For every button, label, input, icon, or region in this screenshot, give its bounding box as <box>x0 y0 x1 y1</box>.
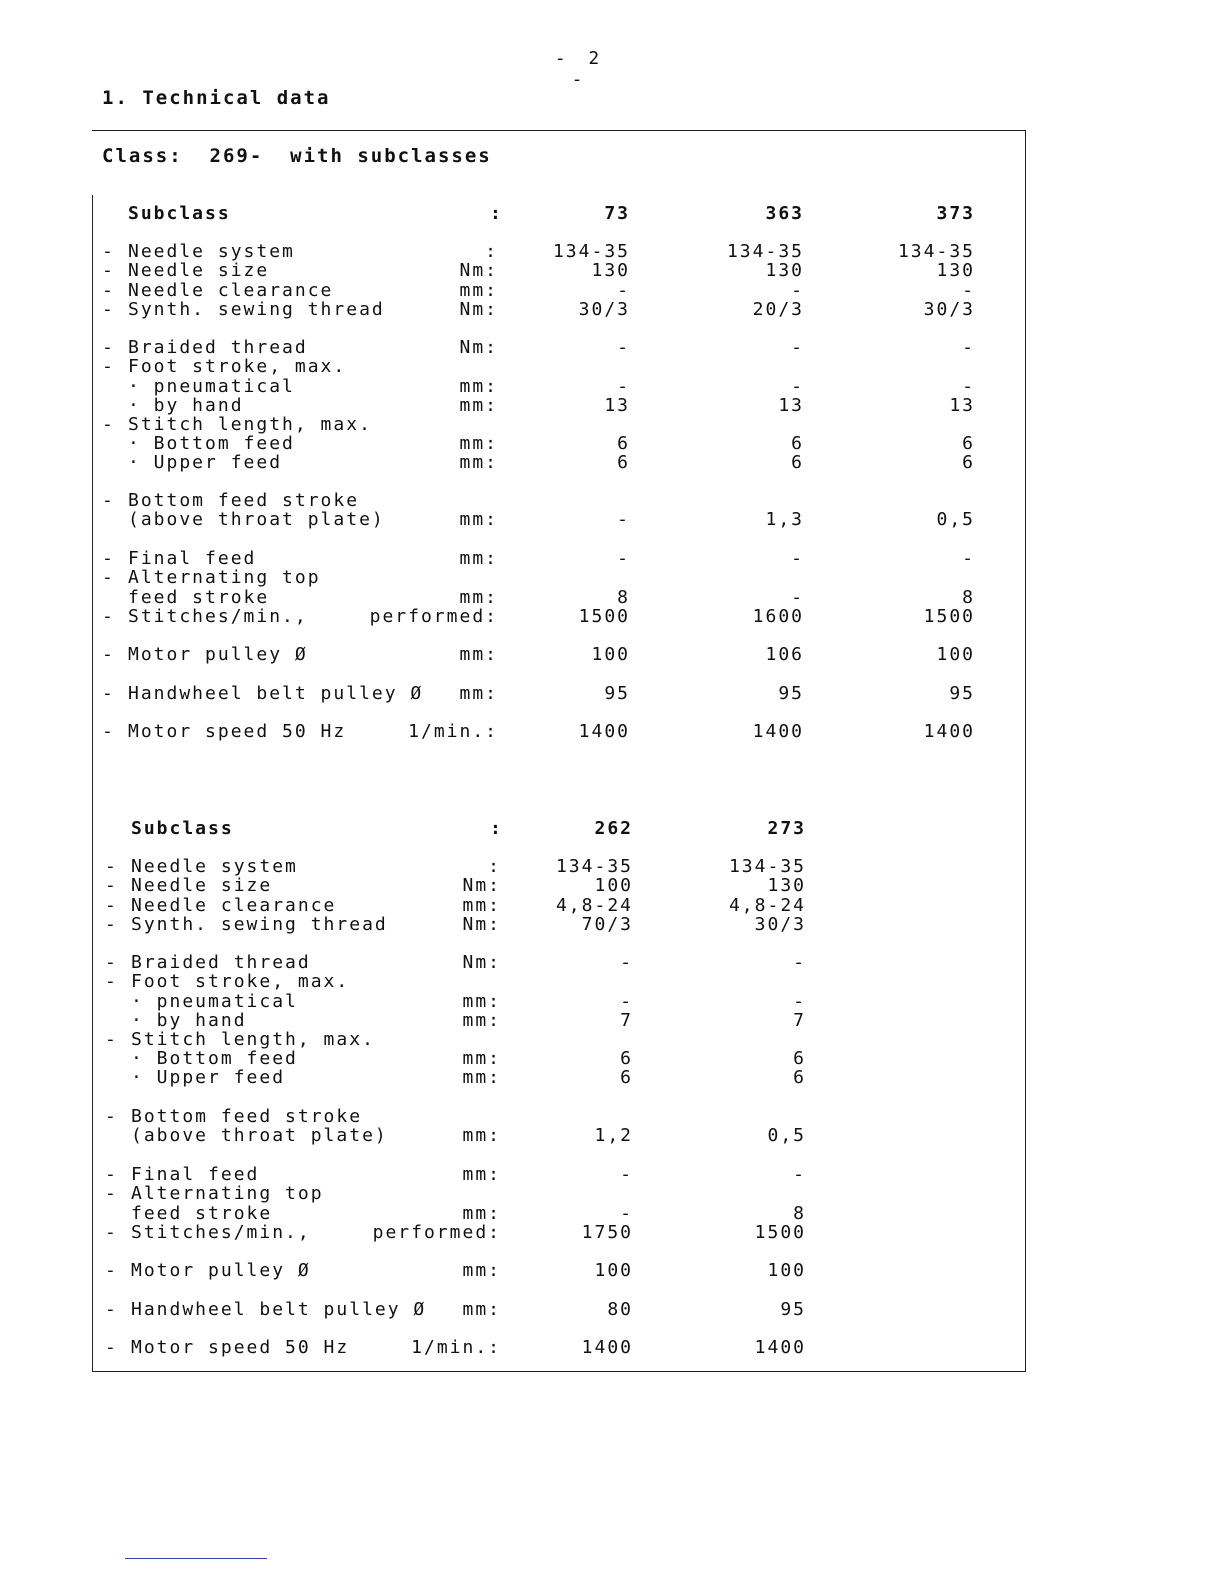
section-heading: 1. Technical data <box>102 87 331 109</box>
row-value-273: 30/3 <box>754 914 806 935</box>
row-dash: - <box>102 241 115 262</box>
spec-row <box>0 1300 1224 1320</box>
row-label: Bottom feed stroke <box>131 1106 363 1127</box>
row-value-273: - <box>793 991 806 1012</box>
spec-row <box>0 953 1224 973</box>
row-dash: - <box>105 875 118 896</box>
spec-row <box>0 645 1224 665</box>
class-line: Class: 269- with subclasses <box>102 145 492 167</box>
row-label: · by hand <box>131 1010 247 1031</box>
row-label: Motor pulley Ø <box>131 1260 311 1281</box>
row-label: (above throat plate) <box>128 509 385 530</box>
row-value-273: - <box>793 1164 806 1185</box>
row-label: Stitches/min., <box>128 606 308 627</box>
row-unit: Nm: <box>459 299 498 320</box>
row-label: Motor speed 50 Hz <box>128 721 347 742</box>
row-value-363: 1600 <box>752 606 804 627</box>
row-unit: mm: <box>459 509 498 530</box>
spec-row <box>0 1049 1224 1069</box>
row-value-73: 6 <box>617 433 630 454</box>
row-value-363: 95 <box>778 683 804 704</box>
row-value-262: - <box>620 952 633 973</box>
row-dash: - <box>105 1337 118 1358</box>
spec-row <box>0 1068 1224 1088</box>
row-value-73: 13 <box>604 395 630 416</box>
row-label: Needle clearance <box>131 895 337 916</box>
row-value-363: 6 <box>791 452 804 473</box>
row-label: · pneumatical <box>131 991 298 1012</box>
row-unit: mm: <box>459 548 498 569</box>
row-label: Foot stroke, max. <box>131 971 350 992</box>
row-unit: mm: <box>462 1010 501 1031</box>
row-dash: - <box>102 280 115 301</box>
row-label: · by hand <box>128 395 244 416</box>
row-value-363: - <box>791 376 804 397</box>
row-unit: mm: <box>459 452 498 473</box>
row-unit: performed: <box>369 606 498 627</box>
row-unit: 1/min.: <box>408 721 498 742</box>
subclass-column-273: 273 <box>767 818 806 839</box>
footer-underline <box>125 1558 267 1559</box>
row-label: Stitch length, max. <box>131 1029 375 1050</box>
spec-row <box>0 588 1224 608</box>
spec-row <box>0 357 1224 377</box>
row-value-73: - <box>617 280 630 301</box>
row-unit: : <box>488 856 501 877</box>
row-label: Final feed <box>131 1164 260 1185</box>
row-value-273: - <box>793 952 806 973</box>
row-value-373: 130 <box>936 260 975 281</box>
row-value-373: 100 <box>936 644 975 665</box>
row-value-262: 100 <box>594 875 633 896</box>
row-dash: - <box>105 1222 118 1243</box>
spec-row <box>0 876 1224 896</box>
row-unit: 1/min.: <box>411 1337 501 1358</box>
row-value-273: 1400 <box>754 1337 806 1358</box>
row-value-73: 100 <box>591 644 630 665</box>
subclass-column-262: 262 <box>594 818 633 839</box>
row-value-363: 13 <box>778 395 804 416</box>
spec-row <box>0 415 1224 435</box>
row-label: Needle size <box>131 875 273 896</box>
row-dash: - <box>105 1260 118 1281</box>
row-value-273: 130 <box>767 875 806 896</box>
row-value-363: - <box>791 337 804 358</box>
row-value-273: 6 <box>793 1067 806 1088</box>
row-dash: - <box>102 299 115 320</box>
row-value-273: 134-35 <box>728 856 806 877</box>
spec-row <box>0 510 1224 530</box>
row-value-373: 0,5 <box>936 509 975 530</box>
row-value-262: 6 <box>620 1067 633 1088</box>
row-dash: - <box>102 606 115 627</box>
row-value-373: 134-35 <box>897 241 975 262</box>
row-unit: mm: <box>462 895 501 916</box>
row-value-373: - <box>962 548 975 569</box>
row-dash: - <box>105 1164 118 1185</box>
row-value-373: 8 <box>962 587 975 608</box>
spec-row <box>0 1107 1224 1127</box>
row-value-363: 106 <box>765 644 804 665</box>
subclass-header-row <box>0 819 1224 839</box>
row-unit: Nm: <box>462 914 501 935</box>
row-value-73: 95 <box>604 683 630 704</box>
row-unit: mm: <box>462 1203 501 1224</box>
row-value-73: 130 <box>591 260 630 281</box>
row-dash: - <box>105 856 118 877</box>
row-value-73: 6 <box>617 452 630 473</box>
row-label: Stitch length, max. <box>128 414 372 435</box>
row-value-73: - <box>617 509 630 530</box>
row-label: Motor pulley Ø <box>128 644 308 665</box>
row-value-262: - <box>620 991 633 1012</box>
row-value-262: 7 <box>620 1010 633 1031</box>
row-dash: - <box>102 356 115 377</box>
row-dash: - <box>105 952 118 973</box>
row-value-273: 6 <box>793 1048 806 1069</box>
subclass-column-373: 373 <box>936 203 975 224</box>
row-dash: - <box>105 895 118 916</box>
row-dash: - <box>102 683 115 704</box>
row-value-262: 1750 <box>581 1222 633 1243</box>
spec-row <box>0 338 1224 358</box>
row-value-262: 6 <box>620 1048 633 1069</box>
row-dash: - <box>102 260 115 281</box>
row-label: Braided thread <box>128 337 308 358</box>
subclass-header-row <box>0 204 1224 224</box>
spec-row <box>0 377 1224 397</box>
spec-row <box>0 607 1224 627</box>
row-value-273: 7 <box>793 1010 806 1031</box>
row-value-262: 80 <box>607 1299 633 1320</box>
row-label: Braided thread <box>131 952 311 973</box>
spec-row <box>0 1126 1224 1146</box>
spec-row <box>0 453 1224 473</box>
row-value-373: - <box>962 280 975 301</box>
row-label: · Bottom feed <box>131 1048 298 1069</box>
row-value-363: 1400 <box>752 721 804 742</box>
row-unit: performed: <box>372 1222 501 1243</box>
row-dash: - <box>102 548 115 569</box>
row-label: Motor speed 50 Hz <box>131 1337 350 1358</box>
row-value-363: - <box>791 587 804 608</box>
row-label: Foot stroke, max. <box>128 356 347 377</box>
row-unit: Nm: <box>459 337 498 358</box>
spec-row <box>0 491 1224 511</box>
row-value-373: 6 <box>962 433 975 454</box>
row-value-373: - <box>962 376 975 397</box>
row-value-373: - <box>962 337 975 358</box>
spec-row <box>0 896 1224 916</box>
row-value-363: 134-35 <box>726 241 804 262</box>
row-unit: mm: <box>459 376 498 397</box>
row-value-373: 1500 <box>923 606 975 627</box>
row-value-262: 134-35 <box>555 856 633 877</box>
spec-row <box>0 857 1224 877</box>
spec-row <box>0 281 1224 301</box>
spec-row <box>0 1184 1224 1204</box>
row-value-363: 1,3 <box>765 509 804 530</box>
spec-row <box>0 242 1224 262</box>
row-unit: mm: <box>462 1260 501 1281</box>
row-value-273: 95 <box>780 1299 806 1320</box>
row-label: · Bottom feed <box>128 433 295 454</box>
row-label: feed stroke <box>128 587 270 608</box>
row-value-73: 8 <box>617 587 630 608</box>
row-label: Bottom feed stroke <box>128 490 360 511</box>
spec-row <box>0 300 1224 320</box>
row-value-273: 1500 <box>754 1222 806 1243</box>
spec-row <box>0 1030 1224 1050</box>
subclass-colon: : <box>490 203 503 224</box>
row-value-73: - <box>617 376 630 397</box>
row-unit: Nm: <box>462 875 501 896</box>
spec-row <box>0 1011 1224 1031</box>
spec-row <box>0 915 1224 935</box>
row-label: feed stroke <box>131 1203 273 1224</box>
spec-row <box>0 1338 1224 1358</box>
row-unit: mm: <box>459 280 498 301</box>
row-unit: mm: <box>462 1048 501 1069</box>
row-label: · pneumatical <box>128 376 295 397</box>
subclass-label: Subclass <box>128 203 231 224</box>
row-dash: - <box>105 971 118 992</box>
row-unit: Nm: <box>462 952 501 973</box>
subclass-column-363: 363 <box>765 203 804 224</box>
row-dash: - <box>105 1029 118 1050</box>
row-value-73: 1500 <box>578 606 630 627</box>
row-dash: - <box>105 1183 118 1204</box>
spec-row <box>0 1261 1224 1281</box>
row-dash: - <box>102 721 115 742</box>
row-label: Handwheel belt pulley Ø <box>128 683 424 704</box>
row-label: Synth. sewing thread <box>131 914 388 935</box>
row-value-262: 70/3 <box>581 914 633 935</box>
row-dash: - <box>105 1299 118 1320</box>
row-dash: - <box>102 644 115 665</box>
row-unit: : <box>485 241 498 262</box>
row-dash: - <box>102 567 115 588</box>
row-value-373: 13 <box>949 395 975 416</box>
row-label: · Upper feed <box>131 1067 286 1088</box>
row-unit: Nm: <box>459 260 498 281</box>
row-value-262: 1,2 <box>594 1125 633 1146</box>
row-label: Needle size <box>128 260 270 281</box>
row-unit: mm: <box>462 991 501 1012</box>
row-value-273: 4,8-24 <box>728 895 806 916</box>
row-dash: - <box>102 414 115 435</box>
spec-row <box>0 722 1224 742</box>
row-label: Needle system <box>128 241 295 262</box>
row-value-73: - <box>617 337 630 358</box>
row-value-73: 1400 <box>578 721 630 742</box>
subclass-colon: : <box>490 818 503 839</box>
page-number: - 2 - <box>554 48 606 90</box>
subclass-column-73: 73 <box>604 203 630 224</box>
row-label: Alternating top <box>128 567 321 588</box>
subclass-label: Subclass <box>131 818 234 839</box>
row-dash: - <box>105 914 118 935</box>
row-label: (above throat plate) <box>131 1125 388 1146</box>
row-value-363: 6 <box>791 433 804 454</box>
spec-row <box>0 568 1224 588</box>
row-label: · Upper feed <box>128 452 283 473</box>
spec-row <box>0 972 1224 992</box>
row-unit: mm: <box>459 395 498 416</box>
row-unit: mm: <box>462 1067 501 1088</box>
spec-row <box>0 434 1224 454</box>
row-dash: - <box>102 490 115 511</box>
row-unit: mm: <box>459 644 498 665</box>
row-value-373: 30/3 <box>923 299 975 320</box>
row-value-262: 4,8-24 <box>555 895 633 916</box>
row-value-273: 0,5 <box>767 1125 806 1146</box>
row-dash: - <box>105 1106 118 1127</box>
row-label: Needle system <box>131 856 298 877</box>
row-label: Synth. sewing thread <box>128 299 385 320</box>
row-value-363: 20/3 <box>752 299 804 320</box>
row-value-262: 100 <box>594 1260 633 1281</box>
row-unit: mm: <box>459 683 498 704</box>
row-value-73: 30/3 <box>578 299 630 320</box>
row-value-373: 6 <box>962 452 975 473</box>
spec-row <box>0 549 1224 569</box>
row-value-363: 130 <box>765 260 804 281</box>
spec-row <box>0 396 1224 416</box>
row-value-273: 8 <box>793 1203 806 1224</box>
row-value-363: - <box>791 548 804 569</box>
spec-row <box>0 1165 1224 1185</box>
row-value-73: - <box>617 548 630 569</box>
row-value-262: - <box>620 1203 633 1224</box>
row-label: Final feed <box>128 548 257 569</box>
row-value-262: 1400 <box>581 1337 633 1358</box>
row-unit: mm: <box>462 1164 501 1185</box>
row-unit: mm: <box>462 1125 501 1146</box>
row-label: Handwheel belt pulley Ø <box>131 1299 427 1320</box>
row-dash: - <box>102 337 115 358</box>
row-unit: mm: <box>462 1299 501 1320</box>
row-value-373: 1400 <box>923 721 975 742</box>
row-unit: mm: <box>459 587 498 608</box>
spec-row <box>0 1204 1224 1224</box>
row-value-273: 100 <box>767 1260 806 1281</box>
spec-row <box>0 261 1224 281</box>
row-unit: mm: <box>459 433 498 454</box>
row-value-262: - <box>620 1164 633 1185</box>
row-label: Stitches/min., <box>131 1222 311 1243</box>
spec-row <box>0 1223 1224 1243</box>
spec-row <box>0 992 1224 1012</box>
row-value-73: 134-35 <box>552 241 630 262</box>
spec-row <box>0 684 1224 704</box>
row-label: Alternating top <box>131 1183 324 1204</box>
row-value-363: - <box>791 280 804 301</box>
row-value-373: 95 <box>949 683 975 704</box>
row-label: Needle clearance <box>128 280 334 301</box>
